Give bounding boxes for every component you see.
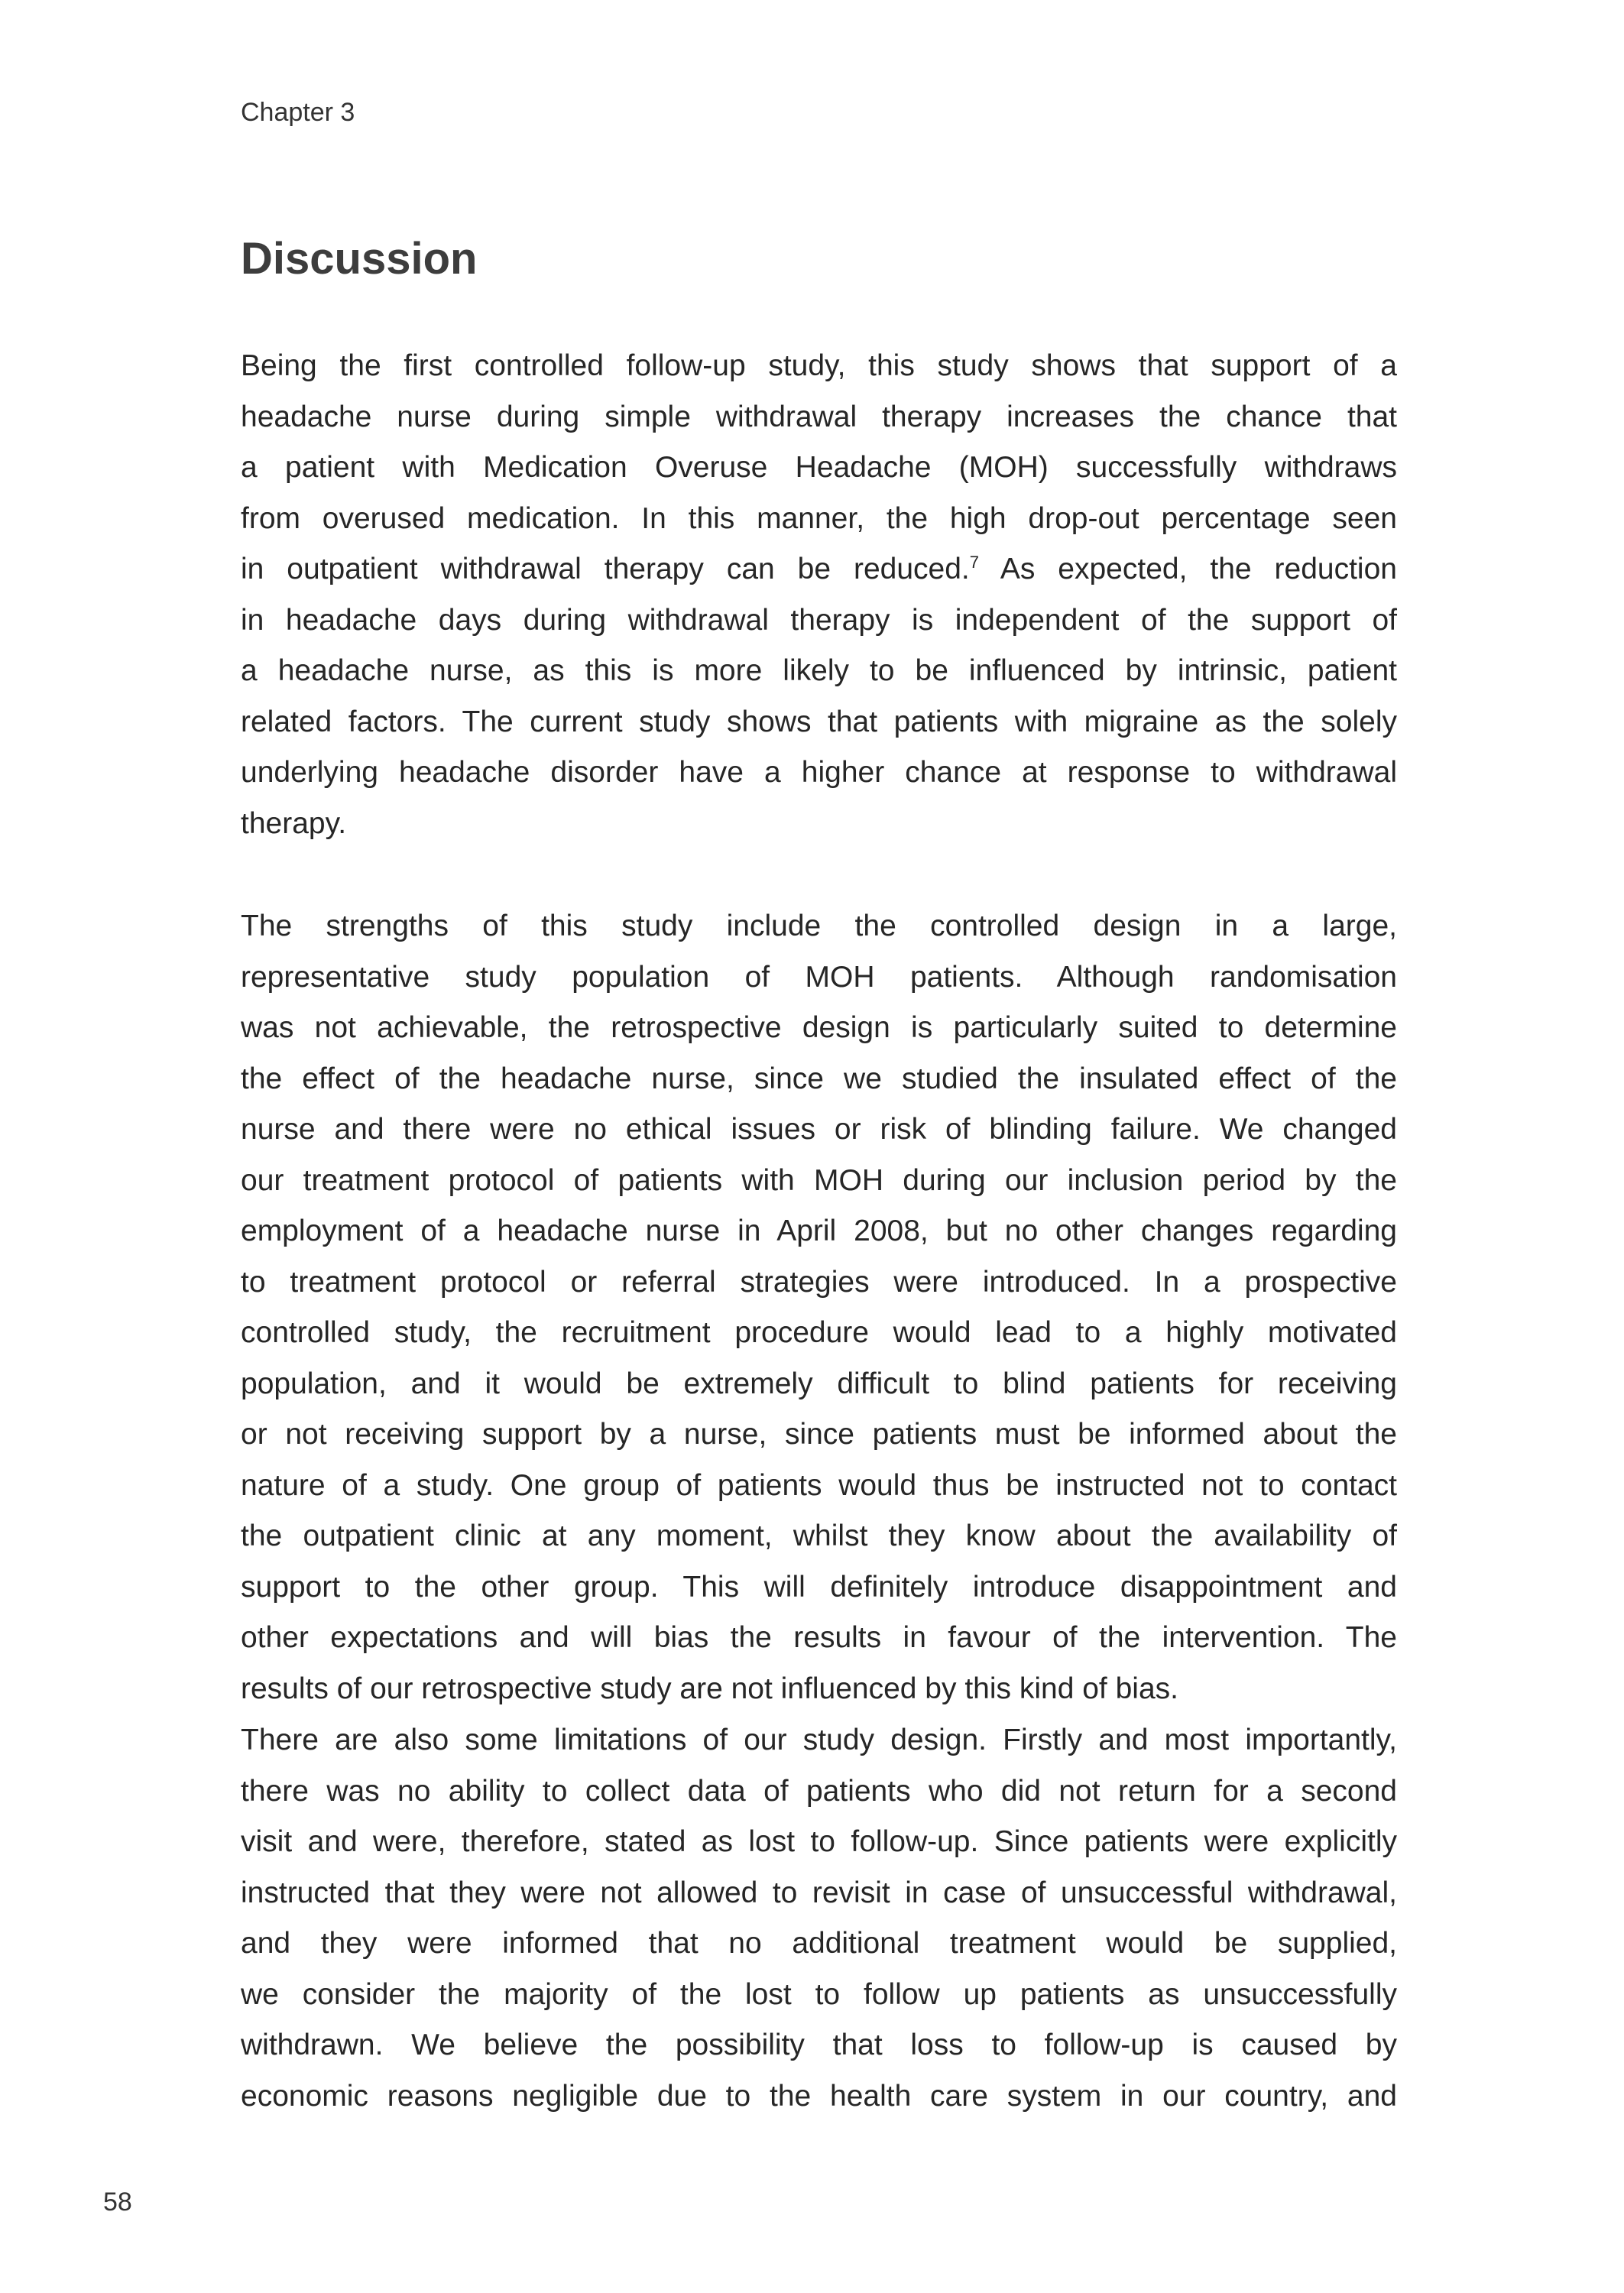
line-text: a patient with Medication Overuse Headache (MOH) successfully withdraws [241, 451, 1397, 484]
text-line [241, 1409, 1397, 1461]
line-text: to treatment protocol or referral strategies were introduced. In a prospective [241, 1265, 1397, 1299]
text-line [241, 1766, 1397, 1818]
text-line [241, 1511, 1397, 1562]
line-text: instructed that they were not allowed to revisit in case of unsuccessful withdrawal, [241, 1876, 1397, 1909]
text-line [241, 341, 1397, 392]
line-text: therapy. [241, 806, 347, 840]
line-text: representative study population of MOH patients. Although randomisation [241, 960, 1397, 994]
text-line [241, 1156, 1397, 1207]
text-line [241, 595, 1397, 647]
line-text: other expectations and will bias the results in favour of the intervention. The [241, 1621, 1397, 1654]
text-line [241, 952, 1397, 1004]
line-text: nurse and there were no ethical issues or risk of blinding failure. We changed [241, 1113, 1397, 1146]
text-line [241, 1359, 1397, 1410]
line-text: Being the first controlled follow-up study, this study shows that support of a [241, 349, 1397, 382]
text-line [241, 1918, 1397, 1970]
text-line [241, 1054, 1397, 1105]
line-text: there was no ability to collect data of patients who did not return for a second [241, 1774, 1397, 1808]
line-text: The strengths of this study include the controlled design in a large, [241, 910, 1397, 942]
text-line [241, 1664, 1397, 1715]
line-text: in headache days during withdrawal therapy is independent of the support of [241, 603, 1397, 637]
reference-superscript: 7 [969, 553, 980, 572]
line-text: employment of a headache nurse in April 2008, but no other changes regarding [241, 1215, 1397, 1247]
text-line [241, 1308, 1397, 1359]
text-line [241, 392, 1397, 443]
line-text: There are also some limitations of our study design. Firstly and most importantly, [241, 1724, 1397, 1756]
line-text: in outpatient withdrawal therapy can be reduced. [241, 553, 970, 585]
line-text: economic reasons negligible due to the health care system in our country, and [241, 2079, 1397, 2113]
text-line [241, 1613, 1397, 1664]
running-head: Chapter 3 [241, 98, 355, 127]
text-line [241, 494, 1397, 545]
line-text: As expected, the reduction [979, 553, 1397, 585]
line-text: underlying headache disorder have a higher chance at response to withdrawal [241, 756, 1397, 789]
text-line [241, 1817, 1397, 1868]
line-text: a headache nurse, as this is more likely to be influenced by intrinsic, patient [241, 654, 1397, 687]
text-line [241, 1868, 1397, 1919]
line-text: or not receiving support by a nurse, since patients must be informed about the [241, 1418, 1397, 1451]
line-text: controlled study, the recruitment procedure would lead to a highly motivated [241, 1316, 1397, 1349]
line-text: the outpatient clinic at any moment, whilst they know about the availability of [241, 1519, 1397, 1552]
text-line [241, 1003, 1397, 1054]
paragraph-1 [241, 341, 1397, 849]
line-text: related factors. The current study shows that patients with migraine as the solely [241, 705, 1397, 738]
text-line [241, 901, 1397, 952]
text-line [241, 2020, 1397, 2071]
line-text: population, and it would be extremely difficult to blind patients for receiving [241, 1367, 1397, 1400]
text-line [241, 1715, 1397, 1766]
line-text: was not achievable, the retrospective design is particularly suited to determine [241, 1011, 1397, 1044]
line-text: support to the other group. This will definitely introduce disappointment and [241, 1570, 1397, 1604]
paragraph-2 [241, 901, 1397, 1714]
line-text: and they were informed that no additional treatment would be supplied, [241, 1927, 1397, 1960]
text-line [241, 544, 1397, 595]
text-line [241, 697, 1397, 748]
text-line [241, 1257, 1397, 1309]
page-number: 58 [103, 2188, 132, 2217]
paragraph-3 [241, 1715, 1397, 2122]
line-text: headache nurse during simple withdrawal therapy increases the chance that [241, 400, 1397, 433]
text-line [241, 799, 1397, 850]
line-text: withdrawn. We believe the possibility that loss to follow-up is caused by [241, 2029, 1397, 2061]
text-line [241, 646, 1397, 697]
text-line [241, 1104, 1397, 1156]
line-text: nature of a study. One group of patients would thus be instructed not to contact [241, 1468, 1397, 1502]
text-line [241, 1461, 1397, 1512]
line-text: our treatment protocol of patients with MOH during our inclusion period by the [241, 1163, 1397, 1197]
text-line [241, 443, 1397, 494]
line-text: results of our retrospective study are not influenced by this kind of bias. [241, 1672, 1178, 1705]
line-text: we consider the majority of the lost to follow up patients as unsuccessfully [241, 1977, 1397, 2011]
text-line [241, 1206, 1397, 1257]
text-line [241, 2071, 1397, 2123]
line-text: visit and were, therefore, stated as lost to follow-up. Since patients were explicitly [241, 1825, 1397, 1858]
section-heading: Discussion [241, 234, 478, 284]
line-text: the effect of the headache nurse, since we studied the insulated effect of the [241, 1062, 1397, 1095]
line-text: from overused medication. In this manner, the high drop-out percentage seen [241, 501, 1397, 535]
text-line [241, 1970, 1397, 2021]
text-line [241, 1562, 1397, 1614]
text-line [241, 748, 1397, 799]
